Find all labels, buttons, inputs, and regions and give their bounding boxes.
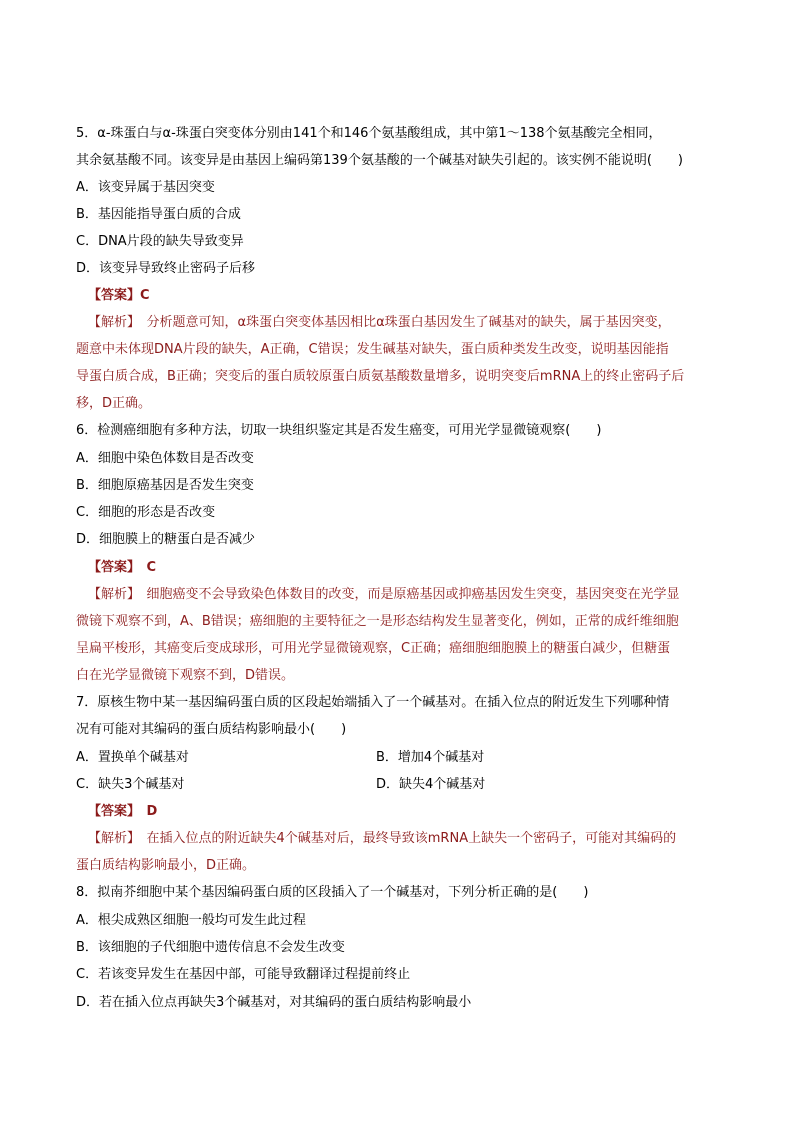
q5-answer: 【答案】C	[88, 288, 150, 303]
q6-analysis-line-1: 【解析】 细胞癌变不会导致染色体数目的改变，而是原癌基因或抑癌基因发生突变，基因突变在光学显	[88, 587, 680, 602]
q5-option-c: C．DNA片段的缺失导致变异	[76, 234, 244, 249]
q6-option-a: A．细胞中染色体数目是否改变	[76, 451, 254, 466]
q7-option-d: D．缺失4个碱基对	[376, 777, 486, 792]
q5-analysis-line-1: 【解析】 分析题意可知，α珠蛋白突变体基因相比α珠蛋白基因发生了碱基对的缺失，属于基因突变，	[88, 315, 671, 330]
q6-analysis-line-2: 微镜下观察不到，A、B错误；癌细胞的主要特征之一是形态结构发生显著变化，例如，正常的成纤维细胞	[76, 614, 679, 629]
q8-stem-line-1: 8．拟南芥细胞中某个基因编码蛋白质的区段插入了一个碱基对，下列分析正确的是( )	[76, 885, 589, 900]
q7-options-row-2	[76, 777, 736, 793]
q5-analysis-line-3: 导蛋白质合成，B正确；突变后的蛋白质较原蛋白质氨基酸数量增多，说明突变后mRNA上的终止密码子后	[76, 369, 685, 384]
q5-analysis-line-2: 题意中未体现DNA片段的缺失，A正确，C错误；发生碱基对缺失，蛋白质种类发生改变，说明基因能指	[76, 342, 669, 357]
q8-option-a: A．根尖成熟区细胞一般均可发生此过程	[76, 913, 306, 928]
q6-stem-line-1: 6．检测癌细胞有多种方法，切取一块组织鉴定其是否发生癌变，可用光学显微镜观察( )	[76, 423, 602, 438]
q7-stem-line-1: 7．原核生物中某一基因编码蛋白质的区段起始端插入了一个碱基对。在插入位点的附近发生下列哪种情	[76, 695, 670, 710]
q6-analysis-line-3: 呈扁平梭形，其癌变后变成球形，可用光学显微镜观察，C正确；癌细胞细胞膜上的糖蛋白减少，但糖蛋	[76, 641, 671, 656]
q5-stem-line-1: 5．α-珠蛋白与α-珠蛋白突变体分别由141个和146个氨基酸组成，其中第1～138个氨基酸完全相同，	[76, 126, 662, 141]
q6-option-b: B．细胞原癌基因是否发生突变	[76, 478, 254, 493]
q6-analysis-line-4: 白在光学显微镜下观察不到，D错误。	[76, 668, 295, 683]
q6-option-c: C．细胞的形态是否改变	[76, 505, 216, 520]
q6-option-d: D．细胞膜上的糖蛋白是否减少	[76, 532, 256, 547]
q5-option-b: B．基因能指导蛋白质的合成	[76, 207, 241, 222]
q7-analysis-line-2: 蛋白质结构影响最小，D正确。	[76, 858, 256, 873]
q7-analysis-line-1: 【解析】 在插入位点的附近缺失4个碱基对后，最终导致该mRNA上缺失一个密码子，可能对其编码的	[88, 831, 677, 846]
q7-option-b: B．增加4个碱基对	[376, 750, 485, 765]
q7-option-a: A．置换单个碱基对	[76, 750, 189, 765]
q7-option-c: C．缺失3个碱基对	[76, 777, 185, 792]
q7-answer: 【答案】 D	[88, 804, 158, 819]
q5-option-d: D．该变异导致终止密码子后移	[76, 261, 256, 276]
q7-stem-line-2: 况有可能对其编码的蛋白质结构影响最小( )	[76, 722, 347, 737]
q5-analysis-line-4: 移，D正确。	[76, 396, 152, 411]
q5-stem-line-2: 其余氨基酸不同。该变异是由基因上编码第139个氨基酸的一个碱基对缺失引起的。该实例不能说明( )	[76, 153, 683, 168]
q8-option-d: D．若在插入位点再缺失3个碱基对，对其编码的蛋白质结构影响最小	[76, 995, 472, 1010]
q6-answer: 【答案】 C	[88, 560, 157, 575]
q8-option-b: B．该细胞的子代细胞中遗传信息不会发生改变	[76, 940, 345, 955]
q7-options-row-1	[76, 750, 736, 766]
q8-option-c: C．若该变异发生在基因中部，可能导致翻译过程提前终止	[76, 967, 411, 982]
q5-option-a: A．该变异属于基因突变	[76, 180, 215, 195]
